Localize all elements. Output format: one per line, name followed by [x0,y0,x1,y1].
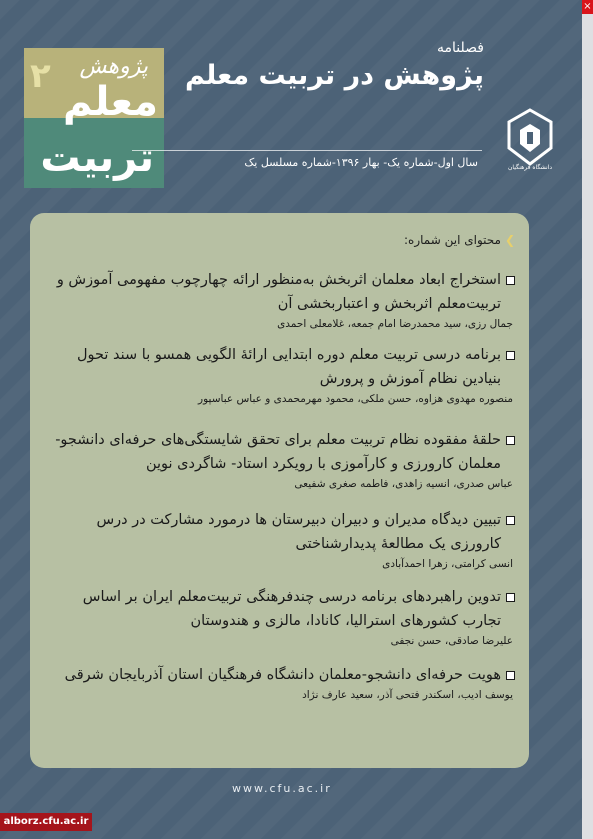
article-authors: یوسف ادیب، اسکندر فتحی آذر، سعید عارف نژاد [302,689,513,701]
bullet-icon [506,436,515,445]
source-badge[interactable]: alborz.cfu.ac.ir [0,813,92,831]
article-title-row [45,663,515,687]
journal-type: فصلنامه [437,40,484,56]
website-url[interactable]: www.cfu.ac.ir [232,782,332,795]
article-title-row [45,428,515,476]
article-authors: عباس صدری، انسیه زاهدی، فاطمه صغری شفیعی [294,478,513,490]
logo-word-research: پژوهش [79,54,148,79]
article-item[interactable] [45,508,515,570]
article-item[interactable] [45,428,515,490]
article-authors: علیرضا صادقی، حسن نجفی [390,635,513,647]
university-emblem-icon [505,108,555,166]
article-item[interactable] [45,343,515,405]
article-title-row [45,585,515,633]
bullet-icon [506,593,515,602]
article-title-row [45,508,515,556]
article-item[interactable] [45,663,515,701]
logo-numeral: ۲ [30,56,51,96]
bullet-icon [506,671,515,680]
logo-word-training: تربیت [40,135,154,181]
article-title[interactable]: تدوین راهبردهای برنامه درسی چندفرهنگی تربیت‌معلم ایران بر اساس تجارب کشورهای استرالیا، کانادا، مالزی و هندوستان [82,589,501,629]
logo-word-teacher: معلم [62,79,158,125]
emblem-caption: دانشگاه فرهنگیان [507,164,553,171]
page-edge [582,0,593,839]
article-title[interactable]: حلقهٔ مفقوده نظام تربیت معلم برای تحقق شایستگی‌های حرفه‌ای دانشجو- معلمان کارورزی و کارآموزی با رویکرد استاد- شاگردی نوین [55,432,501,472]
article-item[interactable] [45,585,515,647]
contents-heading-text: محتوای این شماره: [404,233,501,247]
bullet-icon [506,276,515,285]
article-title-row [45,268,515,316]
contents-heading [404,233,515,247]
close-icon[interactable]: × [583,1,592,12]
journal-title: پژوهش در تربیت معلم [184,60,484,91]
bullet-icon [506,516,515,525]
article-title-row [45,343,515,391]
article-title[interactable]: تبیین دیدگاه مدیران و دبیران دبیرستان ها درمورد مشارکت در درس کارورزی یک مطالعهٔ پدیدارشناختی [96,512,501,552]
journal-logo [24,48,164,188]
article-authors: انسی کرامتی، زهرا احمدآبادی [382,558,513,570]
article-item[interactable] [45,268,515,330]
article-title[interactable]: استخراج ابعاد معلمان اثربخش به‌منظور ارائه چهارچوب مفهومی آموزش و تربیت‌معلم اثربخش و اعتباربخشی آن [56,272,501,312]
bullet-icon [506,351,515,360]
article-title[interactable]: هویت حرفه‌ای دانشجو-معلمان دانشگاه فرهنگیان استان آذربایجان شرقی [64,667,501,683]
issue-info: سال اول-شماره یک- بهار ۱۳۹۶-شماره مسلسل یک [244,156,478,169]
chevron-icon: ❯ [504,233,515,247]
issue-divider [132,150,482,151]
article-title[interactable]: برنامه درسی تربیت معلم دوره ابتدایی ارائهٔ الگویی همسو با سند تحول بنیادین نظام آموزش و پرورش [77,347,501,387]
contents-panel [30,213,529,768]
article-authors: منصوره مهدوی هزاوه، حسن ملکی، محمود مهرمحمدی و عباس عباسپور [198,393,513,405]
article-authors: جمال رزی، سید محمدرضا امام جمعه، غلامعلی احمدی [277,318,513,330]
